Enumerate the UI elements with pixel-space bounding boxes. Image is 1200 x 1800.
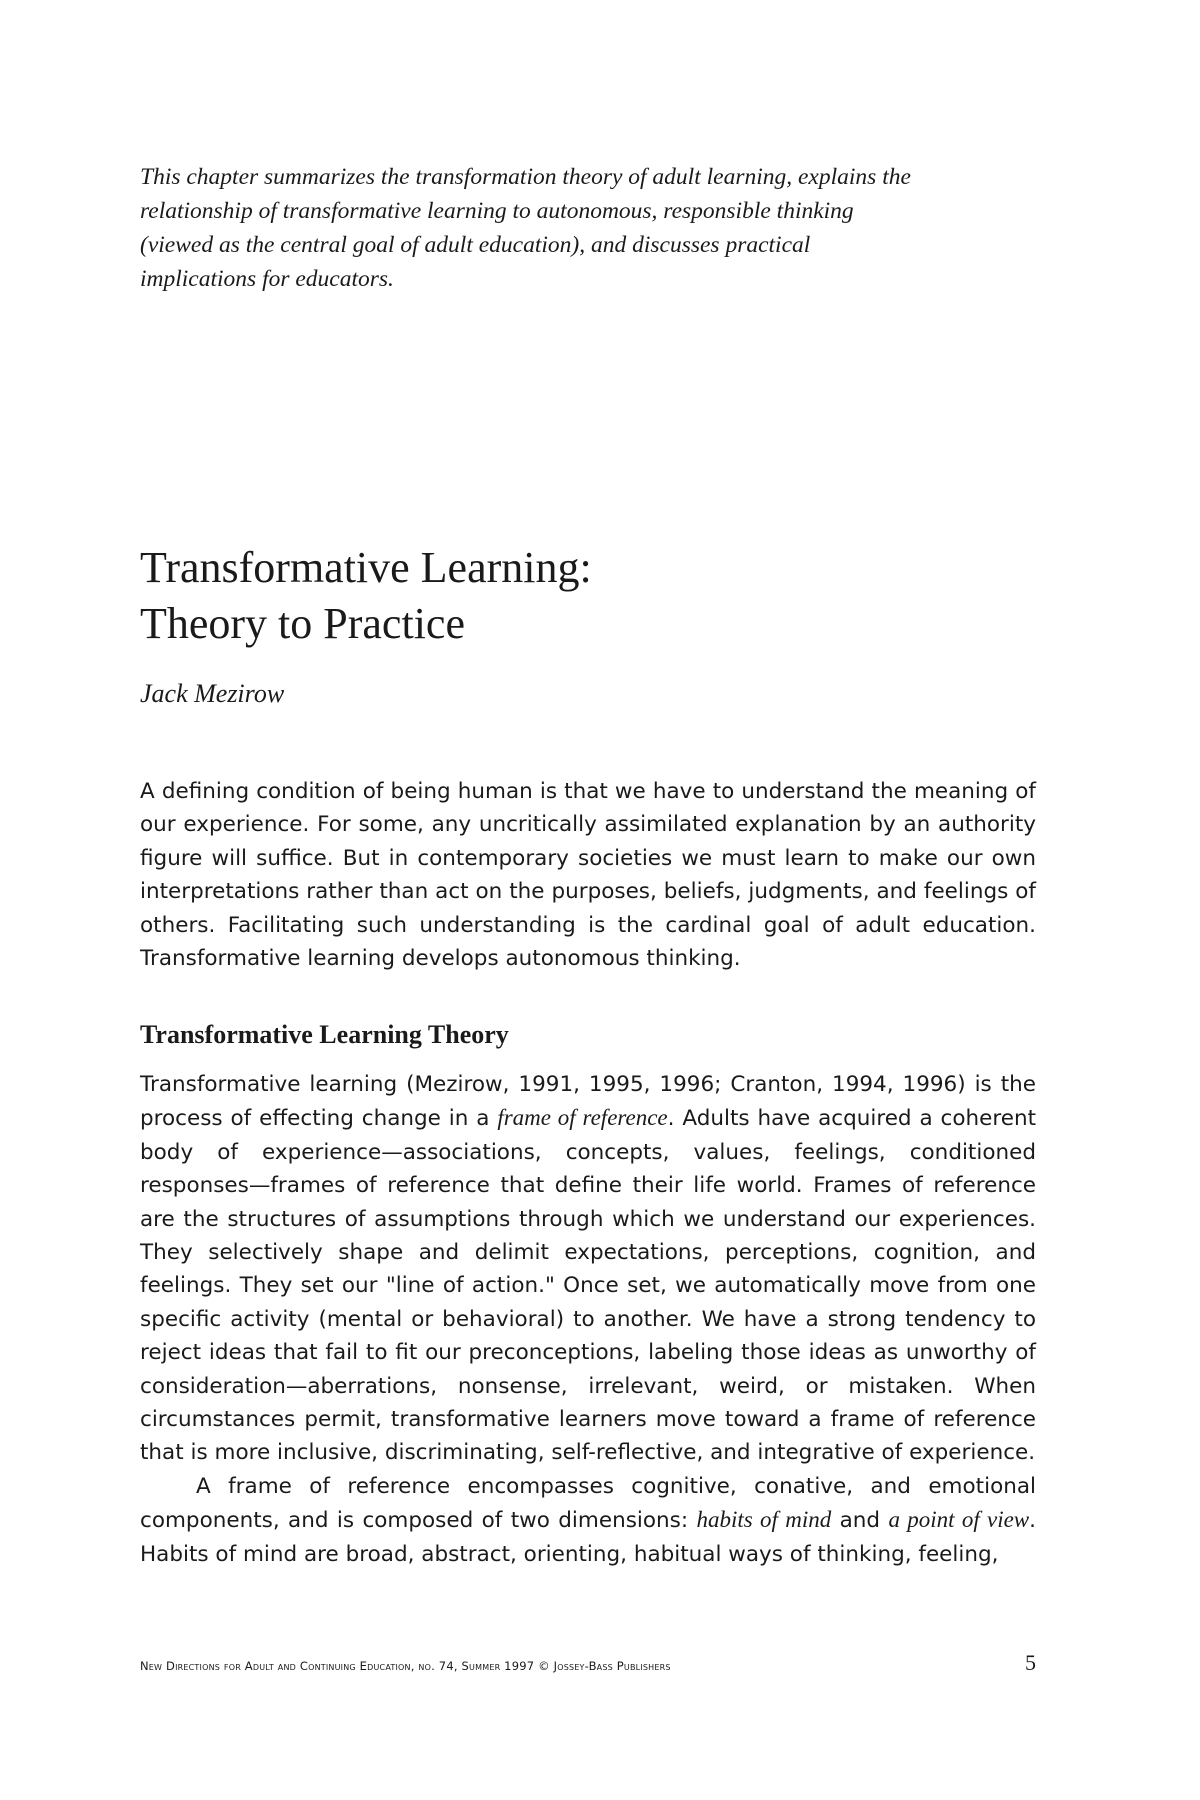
chapter-title-line-1: Transformative Learning: xyxy=(140,543,592,592)
chapter-title xyxy=(140,540,592,652)
author-name: Jack Mezirow xyxy=(140,679,285,708)
chapter-title-line-2: Theory to Practice xyxy=(140,599,465,648)
section-paragraph-2 xyxy=(140,1470,1036,1571)
section-paragraph-1 xyxy=(140,1068,1036,1470)
paragraph-1-text-b: . Adults have acquired a coherent body of experience—associations, concepts, values, feelings, conditioned responses—frames of reference that define their life world. Frames of reference are the structures of assumptions through which we understand our experiences. They selectively shape and delimit expectations, perceptions, cognition, and feelings. They set our "line of action." Once set, we automatically move from one specific activity (mental or behavioral) to another. We have a strong tendency to reject ideas that fail to fit our preconceptions, labeling those ideas as unworthy of consideration—aberrations, nonsense, irrelevant, weird, or mistaken. When circumstances permit, transformative learners move toward a frame of reference that is more inclusive, discriminating, self-reflective, and integrative of experience. xyxy=(140,1106,1037,1466)
paragraph-2-italic-term-1: habits of mind xyxy=(696,1507,832,1533)
paragraph-2-text-c: . Habits of mind are broad, abstract, orienting, habitual ways of thinking, feeling, xyxy=(140,1508,1036,1567)
intro-paragraph: A defining condition of being human is that we have to understand the meaning of our experience. For some, any uncritically assimilated explanation by an authority figure will suffice. But in contemporary societies we must learn to make our own interpretations rather than act on the purposes, beliefs, judgments, and feelings of others. Facilitating such understanding is the cardinal goal of adult education. Transformative learning develops autonomous thinking. xyxy=(140,779,1036,972)
paragraph-2-text-b: and xyxy=(831,1508,889,1534)
section-heading: Transformative Learning Theory xyxy=(140,1020,509,1049)
chapter-abstract: This chapter summarizes the transformation theory of adult learning, explains the relationship of transformative learning to autonomous, responsible thinking (viewed as the central goal of adult education), and discusses practical implications for educators. xyxy=(140,164,911,292)
paragraph-2-text-a: A frame of reference encompasses cognitive, conative, and emotional components, and is composed of two dimensions: xyxy=(140,1473,1036,1534)
paragraph-1-italic-term: frame of reference xyxy=(497,1105,668,1131)
page-number: 5 xyxy=(1025,1650,1036,1675)
page-footer xyxy=(140,1650,1036,1676)
section-body xyxy=(140,1068,1036,1571)
paragraph-1-text-a: Transformative learning (Mezirow, 1991, 1995, 1996; Cranton, 1994, 1996) is the process of effecting change in a xyxy=(140,1072,1036,1132)
footer-publication-info: New Directions for Adult and Continuing Education, no. 74, Summer 1997 © Jossey-Bass Publishers xyxy=(140,1659,671,1673)
paragraph-2-italic-term-2: a point of view xyxy=(888,1507,1030,1533)
